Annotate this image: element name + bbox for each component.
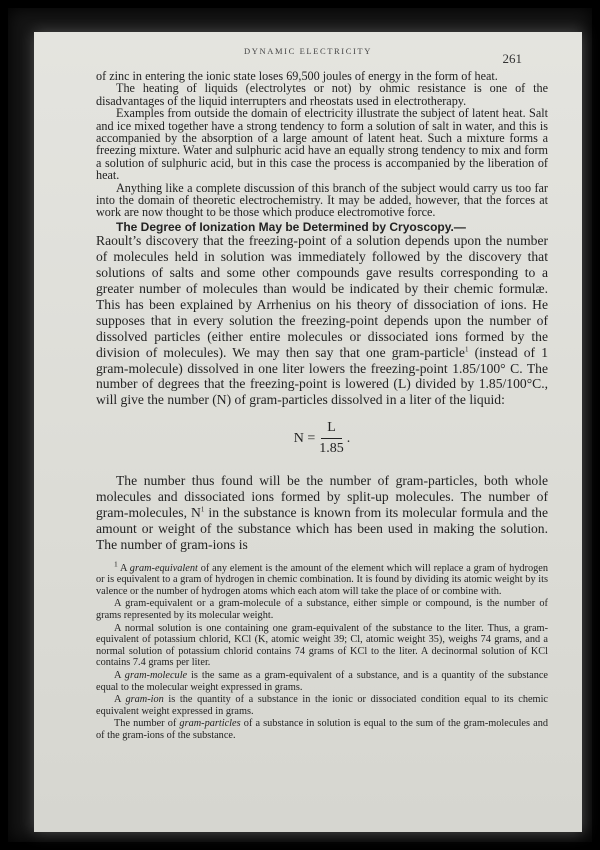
equation-fraction	[319, 420, 344, 457]
raoult-text-a: Raoult’s discovery that the freezing-point of a solution depends upon the number of molecules held in solution was immediately followed by the discovery that solutions of salts and some other compounds gave results corresponding to a greater number of molecules than would be indicated by their chemic formulæ. This has been explained by Arrhenius on his theory of dissociation of ions. He supposes that in every solution the freezing-point depends upon the number of dissolved particles (either entire molecules or dissociated ions formed by the division of molecules). We may then say that one gram-particle	[96, 233, 548, 360]
footnote-gram-molecule-compound: A gram-equivalent or a gram-molecule of a substance, either simple or compound, is the number of grams represented by its molecular weight.	[96, 598, 548, 621]
gram-particles-text-b: in the substance is known from its molecular formula and the amount or weight of the substance which has been used in making the solution. The number of gram-ions is	[96, 504, 549, 552]
footnote-text: A	[117, 562, 130, 574]
paragraph-heating: The heating of liquids (electrolytes or not) by ohmic resistance is one of the disadvantages of the liquid interrupters and rheostats used in electrotherapy.	[96, 81, 548, 108]
footnote-gram-equivalent	[96, 559, 548, 598]
equation-lhs: N =	[293, 430, 316, 446]
footnote-normal-solution: A normal solution is one containing one gram-equivalent of the substance to the liter. Thus, a gram-equivalent of potassium chlorid, KCl (K, atomic weight 39; Cl, atomic weight 35), weighs 74 grams, and a normal solution of potassium chlorid contains 74 grams of KCl to the liter. A decinormal solution of KCl contains 7.4 grams per liter.	[96, 622, 548, 669]
paragraph-raoult	[96, 233, 548, 408]
equation-denominator: 1.85	[319, 441, 344, 457]
paragraph-latent-heat: Examples from outside the domain of electricity illustrate the subject of latent heat. Salt and ice mixed together have a strong tendency to form a solution of salt in water, and this is accompanied by the absorption of a large amount of latent heat. Such a mixture forms a freezing mixture. Water and sulphuric acid have an equally strong tendency to mix and form a solution of sulphuric acid, but in this case the process is accompanied by the liberation of heat.	[96, 106, 548, 183]
footnote-text: of any element is the amount of the element which will replace a gram of hydrogen or is equivalent to a gram of hydrogen in chemic combination. It is found by dividing its atomic weight by its valence or the number of hydrogen atoms which each atom will take the place of or combine with.	[96, 562, 548, 597]
footnote-term: gram-particles	[179, 718, 241, 730]
footnotes	[96, 559, 549, 742]
photo-frame	[8, 8, 592, 842]
equation	[96, 420, 548, 457]
footnote-text: The number of	[114, 718, 180, 730]
page-body	[96, 70, 548, 743]
superscript: 1	[200, 505, 205, 514]
footnote-term: gram-molecule	[124, 669, 188, 681]
section-heading: The Degree of Ionization May be Determined by Cryoscopy.—	[116, 219, 466, 234]
footnote-gram-particles	[96, 718, 548, 741]
footnote-term: gram-ion	[125, 694, 164, 706]
footnote-text: A	[114, 669, 125, 681]
raoult-text-b: (instead of 1 gram-molecule) dissolved in one liter lowers the freezing-point 1.85/100° C. The number of degrees that the freezing-point is lowered (L) divided by 1.85/100°C., will give the number (N) of gram-particles dissolved in a liter of the liquid:	[96, 344, 548, 408]
main-text-block	[96, 233, 548, 552]
section-heading-paragraph	[96, 221, 548, 233]
footnote-gram-ion	[96, 694, 548, 717]
footnote-gram-molecule	[96, 670, 548, 693]
page-number: 261	[502, 51, 522, 66]
footnote-mark: 1	[114, 559, 118, 569]
footnote-text: is the same as a gram-equivalent of a substance, and is a quantity of the substance equal to the molecular weight expressed in grams.	[96, 669, 549, 693]
paragraph-gram-particles	[96, 473, 548, 553]
footnote-text: A	[114, 694, 126, 706]
footnote-ref: 1	[464, 345, 469, 354]
gram-particles-text-a: The number thus found will be the number of gram-particles, both whole molecules and dissociated ions formed by split-up molecules. The number of gram-molecules, N	[96, 473, 548, 520]
footnote-term: gram-equivalent	[129, 562, 198, 574]
equation-end: .	[346, 430, 351, 446]
footnote-text: of a substance in solution is equal to the sum of the gram-molecules and of the gram-ions of the substance.	[96, 718, 549, 741]
footnote-text: is the quantity of a substance in the ionic or dissociated condition equal to its chemic equivalent weight expressed in grams.	[96, 694, 548, 717]
paragraph-electrochemistry: Anything like a complete discussion of this branch of the subject would carry us too far into the domain of theoretic electrochemistry. It may be added, however, that the forces at work are now thought to be those which produce electromotive force.	[96, 180, 548, 220]
equation-numerator: L	[321, 420, 342, 439]
paragraph-continuation: of zinc in entering the ionic state loses 69,500 joules of energy in the form of heat.	[96, 69, 498, 83]
running-title: DYNAMIC ELECTRICITY	[244, 46, 372, 56]
book-page	[34, 32, 582, 832]
